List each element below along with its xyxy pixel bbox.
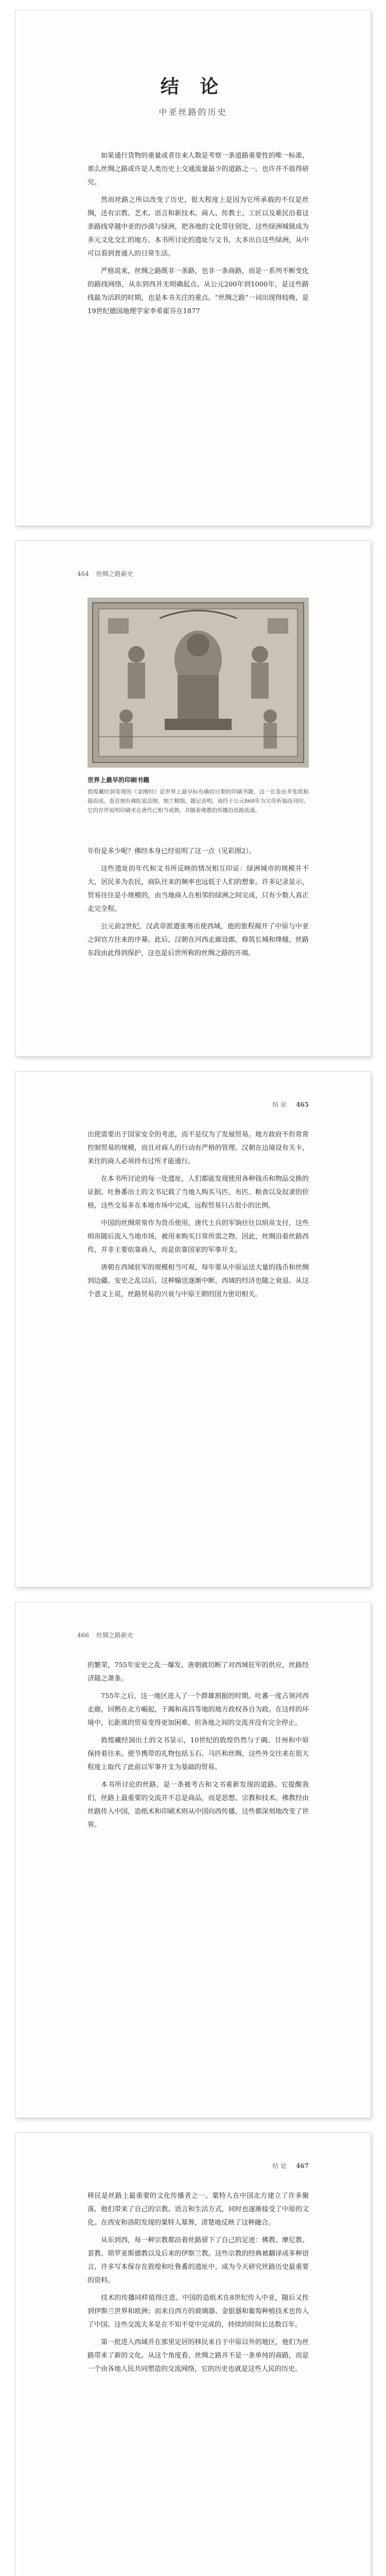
figure-title: 世界上最早的印刷书籍 — [87, 776, 150, 784]
page-number: 465 — [295, 1101, 309, 1108]
running-header — [77, 569, 133, 578]
book-page-1 — [15, 10, 371, 526]
figure-image — [87, 598, 309, 768]
running-header — [272, 2161, 309, 2170]
paragraph: 移民是丝路上最重要的文化传播者之一。粟特人在中国北方建立了许多聚落，他们带来了自己的宗教、语言和生活方式，同时也逐渐接受了中原的文化。在西安和洛阳发现的粟特人墓葬，清楚地反映了这种融合。 — [87, 2192, 309, 2227]
running-head-title: 结 论 — [272, 2162, 287, 2170]
page-body — [87, 845, 309, 964]
paragraph: 第一批进入西域并在那里定居的移民来自于中原以外的地区，他们为丝路带来了新的文化。从这个角度看，丝绸之路并不是一条单纯的商路，而是一个由各地人民共同塑造的交流网络，它的历史也就是这些人民的历史。 — [87, 2338, 309, 2373]
page-number: 467 — [295, 2162, 309, 2170]
paragraph: 的繁荣，755年安史之乱一爆发，唐朝就切断了对西域驻军的供应，丝路经济随之萧条。 — [87, 1662, 309, 1683]
paragraph: 公元前2世纪，汉武帝派遣张骞出使西域，他的旅程揭开了中原与中亚之间官方往来的序幕。此后，汉朝在河西走廊设郡，修筑长城和烽燧，丝路东段由此得到保护，这也是后世所称的丝绸之路的开端。 — [87, 923, 309, 957]
paragraph: 年份是多少呢？佛经本身已经说明了这一点（见彩图2）。 — [87, 848, 256, 855]
page-number: 466 — [77, 1632, 89, 1639]
running-head-title: 丝绸之路新史 — [96, 570, 133, 578]
paragraph: 唐朝在西域驻军的规模相当可观，每年要从中原运送大量的钱币和丝绸到边疆。安史之乱以后，这种输送逐渐中断，西域的经济也随之衰退。从这个意义上说，丝路贸易的兴衰与中原王朝的国力密切相关。 — [87, 1264, 309, 1298]
running-head-title: 结 论 — [272, 1101, 287, 1108]
chapter-subtitle: 中亚丝路的历史 — [159, 107, 227, 117]
paragraph: 中国的丝绸常常作为货币使用。唐代士兵的军饷往往以绢帛支付，这些绢帛随后流入当地市场，被用来购买日常所需之物。因此，丝绸沿着丝路西传，并非主要依靠商人，而是依靠国家的军事开支。 — [87, 1219, 309, 1254]
paragraph: 敦煌藏经洞出土的文书显示，10世纪的敦煌仍然与于阗、甘州和中原保持着往来。使节携带的礼物包括玉石、马匹和丝绸，这些外交往来在很大程度上取代了此前以军事开支为基础的贸易。 — [87, 1737, 309, 1771]
page-body — [87, 1128, 309, 1306]
chapter-title: 结 论 — [160, 76, 226, 97]
page-body — [87, 2190, 309, 2380]
running-head-title: 丝绸之路新史 — [96, 1632, 133, 1639]
scroll-illustration — [87, 598, 309, 768]
paragraph: 如果通行货物的重量或者往来人数是考察一条道路重要性的唯一标准，那么丝绸之路或许是人类历史上交通流量最少的道路之一。也许并不值得研究。 — [87, 152, 309, 187]
book-page-2 — [15, 541, 371, 1056]
paragraph: 严格说来，丝绸之路既非一条路，也非一条商路，而是一系列不断变化的路线网络，从东到西并无明确起点。从公元200年到1000年，是这些路线最为活跃的时期，也是本书关注的重点。“丝绸之路”一词出现得较晚，是19世纪德国地理学家李希霍芬在1877 — [87, 267, 309, 315]
book-page-5 — [15, 2133, 371, 2576]
page-body — [87, 1659, 309, 1836]
paragraph: 出使需要出于国家安全的考虑，而不是仅为了发展贸易。地方政府不但常常控制贸易的规模，而且对商人的行动有严格的管理。汉朝在边境设有关卡，来往的商人必须持有过所才能通行。 — [87, 1131, 309, 1165]
paragraph: 本书所讨论的丝路，是一条被考古和文书重新发现的道路。它提醒我们，丝路上最重要的交流并不总是商品，而是思想、宗教和技术。佛教经由丝路传入中国，造纸术和印刷术则从中国向西传播，这些都深刻地改变了世界。 — [87, 1781, 309, 1829]
running-header — [272, 1100, 309, 1109]
running-header — [77, 1631, 133, 1639]
book-page-4 — [15, 1602, 371, 2117]
paragraph: 755年之后，这一地区进入了一个群雄割据的时期。吐蕃一度占领河西走廊，回鹘在北方崛起，于阗和高昌等地的地方政权各自为政。在这样的环境中，长距离的贸易变得更加困难，但各地之间的交流并没有完全停止。 — [87, 1692, 309, 1727]
page-number: 464 — [77, 570, 89, 578]
paragraph: 技术的传播同样值得注意。中国的造纸术在8世纪传入中亚，随后又传到伊斯兰世界和欧洲；而来自西方的玻璃器、金银器和葡萄种植技术也传入了中国。这些交流大多是在不知不觉中完成的，持续的时间长达数百年。 — [87, 2294, 309, 2329]
book-page-3 — [15, 1072, 371, 1587]
paragraph: 然而丝路之所以改变了历史，很大程度上是因为它所承载的不仅是丝绸，还有宗教、艺术、语言和新技术。商人、传教士、工匠以及难民沿着这条路线穿越中亚的沙漠与绿洲，把各地的文化带往别处，这些绿洲城镇成为多元文化交汇的地方。本书所讨论的遗址与文书，大多出自这些绿洲，从中可以看到普通人的日常生活。 — [87, 196, 309, 258]
paragraph: 从东到西，每一种宗教都沿着丝路留下了自己的足迹：佛教、摩尼教、景教、琐罗亚斯德教以及后来的伊斯兰教。这些宗教的经典被翻译成多种语言，许多写本保存在敦煌和吐鲁番的遗址中，成为今天研究丝路历史最重要的资料。 — [87, 2236, 309, 2284]
paragraph: 在本书所讨论的每一处遗址，人们都能发现使用各种钱币和物品交换的证据。吐鲁番出土的文书记载了当地人购买马匹、布匹、粮食以及奴隶的价格，这些交易多在本地市场中完成，远程贸易只占很小的比例。 — [87, 1175, 309, 1210]
figure-caption: 敦煌藏经洞发现的《金刚经》是世界上最早标有确切日期的印刷书籍，这一长卷由多张纸粘接而成，卷首刻有佛陀说法图，刻工精细。题记表明，该经于公元868年为父母祈福而刊印。它的存世说明印刷术在唐代已相当成熟，并随着佛教的传播沿丝路流通。 — [87, 789, 309, 814]
page-body — [87, 149, 309, 323]
paragraph: 这些遗址的年代和文书所反映的情况相互印证：绿洲城市的规模并不大，居民多为农民，商队往来的频率也远低于人们的想象。许多记录显示，贸易往往是小规模的，由当地商人在相邻的绿洲之间完成，只有少数人真正走完全程。 — [87, 865, 309, 913]
